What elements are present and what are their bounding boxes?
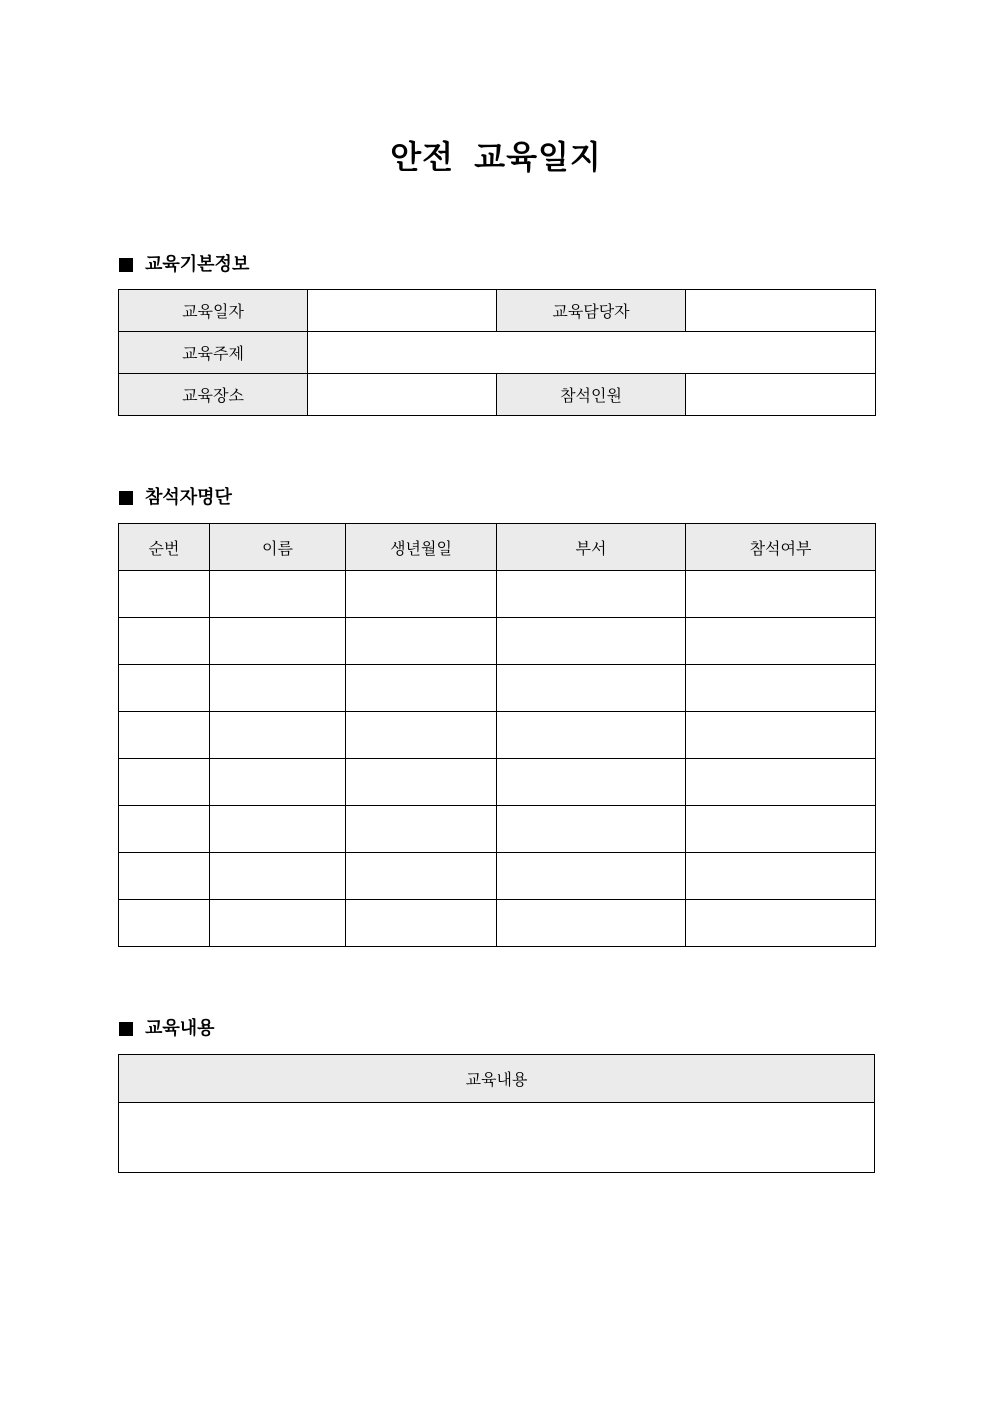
section-heading-label: 교육내용 <box>145 1018 215 1039</box>
table-row <box>119 759 876 806</box>
cell-attendance[interactable] <box>686 759 876 806</box>
cell-department[interactable] <box>497 571 686 618</box>
attendees-count-label: 참석인원 <box>497 374 686 416</box>
cell-name[interactable] <box>210 853 346 900</box>
table-header-row <box>119 524 876 571</box>
table-row <box>119 374 876 416</box>
table-row <box>119 1103 875 1173</box>
content-column-header: 교육내용 <box>119 1055 875 1103</box>
cell-number[interactable] <box>119 853 210 900</box>
cell-number[interactable] <box>119 900 210 947</box>
date-field[interactable] <box>308 290 497 332</box>
square-bullet-icon <box>119 258 133 272</box>
content-table <box>118 1054 875 1173</box>
table-row <box>119 332 876 374</box>
section-heading-content <box>119 1017 215 1041</box>
column-header-number: 순번 <box>119 524 210 571</box>
column-header-name: 이름 <box>210 524 346 571</box>
column-header-birthdate: 생년월일 <box>346 524 497 571</box>
cell-department[interactable] <box>497 618 686 665</box>
cell-name[interactable] <box>210 900 346 947</box>
cell-number[interactable] <box>119 665 210 712</box>
attendees-count-field[interactable] <box>686 374 876 416</box>
cell-number[interactable] <box>119 806 210 853</box>
cell-name[interactable] <box>210 759 346 806</box>
cell-department[interactable] <box>497 759 686 806</box>
content-field[interactable] <box>119 1103 875 1173</box>
cell-name[interactable] <box>210 571 346 618</box>
cell-attendance[interactable] <box>686 900 876 947</box>
cell-name[interactable] <box>210 806 346 853</box>
cell-attendance[interactable] <box>686 618 876 665</box>
basic-info-table <box>118 289 876 416</box>
column-header-department: 부서 <box>497 524 686 571</box>
section-heading-label: 교육기본정보 <box>145 254 250 275</box>
cell-birthdate[interactable] <box>346 900 497 947</box>
section-heading-attendee-list <box>119 486 232 510</box>
cell-birthdate[interactable] <box>346 853 497 900</box>
cell-attendance[interactable] <box>686 853 876 900</box>
table-row <box>119 618 876 665</box>
cell-birthdate[interactable] <box>346 665 497 712</box>
cell-number[interactable] <box>119 618 210 665</box>
cell-name[interactable] <box>210 712 346 759</box>
manager-field[interactable] <box>686 290 876 332</box>
table-row <box>119 853 876 900</box>
attendee-table-body <box>119 571 876 947</box>
section-heading-label: 참석자명단 <box>145 487 232 508</box>
square-bullet-icon <box>119 491 133 505</box>
cell-name[interactable] <box>210 665 346 712</box>
page-title: 안전 교육일지 <box>390 138 602 176</box>
cell-birthdate[interactable] <box>346 759 497 806</box>
location-field[interactable] <box>308 374 497 416</box>
cell-name[interactable] <box>210 618 346 665</box>
cell-birthdate[interactable] <box>346 618 497 665</box>
table-row <box>119 290 876 332</box>
topic-label: 교육주제 <box>119 332 308 374</box>
cell-department[interactable] <box>497 665 686 712</box>
cell-attendance[interactable] <box>686 571 876 618</box>
square-bullet-icon <box>119 1022 133 1036</box>
cell-birthdate[interactable] <box>346 712 497 759</box>
cell-birthdate[interactable] <box>346 571 497 618</box>
cell-number[interactable] <box>119 712 210 759</box>
cell-department[interactable] <box>497 900 686 947</box>
cell-department[interactable] <box>497 806 686 853</box>
cell-attendance[interactable] <box>686 665 876 712</box>
topic-field[interactable] <box>308 332 876 374</box>
date-label: 교육일자 <box>119 290 308 332</box>
attendee-table <box>118 523 876 947</box>
cell-attendance[interactable] <box>686 806 876 853</box>
cell-birthdate[interactable] <box>346 806 497 853</box>
column-header-attendance: 참석여부 <box>686 524 876 571</box>
table-row <box>119 571 876 618</box>
cell-attendance[interactable] <box>686 712 876 759</box>
table-row <box>119 665 876 712</box>
cell-number[interactable] <box>119 759 210 806</box>
manager-label: 교육담당자 <box>497 290 686 332</box>
location-label: 교육장소 <box>119 374 308 416</box>
cell-department[interactable] <box>497 853 686 900</box>
cell-number[interactable] <box>119 571 210 618</box>
table-header-row <box>119 1055 875 1103</box>
table-row <box>119 806 876 853</box>
table-row <box>119 900 876 947</box>
section-heading-basic-info <box>119 253 249 277</box>
table-row <box>119 712 876 759</box>
cell-department[interactable] <box>497 712 686 759</box>
